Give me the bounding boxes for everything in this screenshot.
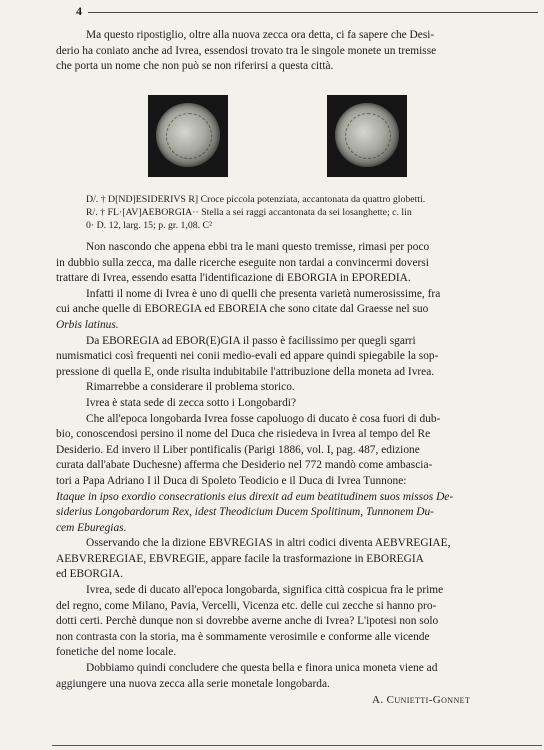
text-line: Orbis latinus. (56, 318, 119, 331)
page-number: 4 (76, 4, 82, 18)
text-line: derio ha coniato anche ad Ivrea, essendosi trovato tra le singole monete un tremisse (56, 44, 437, 57)
text-line: fonetiche del nome locale. (56, 646, 177, 659)
author-signature: A. Cunietti-Gonnet (372, 694, 471, 706)
text-line: Ivrea è stata sede di zecca sotto i Longobardi? (86, 396, 296, 409)
caption-line: D/. † D[ND]ESIDERIVS R] Croce piccola potenziata, accantonata da quattro globetti. (86, 194, 426, 205)
text-line: cem Eburegias. (56, 521, 127, 534)
text-line: del regno, come Milano, Pavia, Vercelli, Vicenza etc. delle cui zecche si hanno pro- (56, 599, 437, 612)
text-line: ed EBORGIA. (56, 568, 124, 581)
caption-line: 0· D. 12, larg. 15; p. gr. 1,08. C² (86, 220, 213, 231)
text-line: dotti certi. Perchè dunque non si dovrebbe averne anche di Ivrea? L'ipotesi non solo (56, 615, 439, 628)
text-line: Infatti il nome di Ivrea è uno di quelli che presenta varietà numerosissime, fra (86, 287, 441, 300)
text-line: Desiderio. Ed invero il Liber pontificalis (Parigi 1886, vol. I, pag. 487, edizione (56, 443, 420, 456)
caption-line: R/. † FL·[AV]AEBORGIA·· Stella a sei raggi accantonata da sei losanghette; c. lin (86, 207, 412, 218)
text-line: pressione di quella E, onde risulta indubitabile l'attribuzione della moneta ad Ivrea. (56, 365, 435, 378)
footer-rule (52, 745, 542, 746)
text-line: Ivrea, sede di ducato all'epoca longobarda, significa città cospicua fra le prime (86, 584, 444, 597)
coin-reverse-image (327, 95, 407, 177)
text-line: Ma questo ripostiglio, oltre alla nuova zecca ora detta, ci fa sapere che Desi- (86, 29, 435, 41)
text-line: cui anche quelle di EBOREGIA ed EBOREIA che sono citate dal Graesse nel suo (56, 303, 429, 316)
text-line: Non nascondo che appena ebbi tra le mani questo tremisse, rimasi per poco (86, 241, 430, 253)
text-line: che porta un nome che non può se non riferirsi a questa città. (56, 60, 334, 73)
text-line: Itaque in ipso exordio consecrationis eius direxit ad eum beatitudinem suos missos De- (56, 490, 454, 503)
text-line: trattare di Ivrea, essendo esatta l'identificazione di EBORGIA in EPOREDIA. (56, 272, 411, 285)
coin-caption (86, 193, 486, 232)
coin-figures (0, 95, 544, 181)
text-line: siderius Longobardorum Rex, idest Theodicium Ducem Spolitinum, Tunnonem Du- (56, 506, 434, 519)
header-rule (88, 12, 538, 13)
text-line: tori a Papa Adriano I il Duca di Spoleto Teodicio e il Duca di Ivrea Tunnone: (56, 474, 407, 487)
text-line: Osservando che la dizione EBVREGIAS in altri codici diventa AEBVREGIAE, (86, 537, 451, 550)
coin-obverse-image (148, 95, 228, 177)
text-line: aggiungere una nuova zecca alla serie monetale longobarda. (56, 677, 330, 690)
text-line: Rimarrebbe a considerare il problema storico. (86, 381, 295, 394)
text-line: Dobbiamo quindi concludere che questa bella e finora unica moneta viene ad (86, 662, 438, 675)
body-text (56, 240, 488, 692)
text-line: in dubbio sulla zecca, ma dalle ricerche eseguite non tardai a convincermi doversi (56, 256, 429, 269)
text-line: Che all'epoca longobarda Ivrea fosse capoluogo di ducato è cosa fuori di dub- (86, 412, 441, 425)
intro-paragraph (56, 28, 488, 75)
text-line: numismatici così frequenti nei conii medio-evali ed appare quindi spiegabile la sop- (56, 350, 439, 363)
text-line: curata dall'abate Duchesne) afferma che Desiderio nel 772 mandò come ambascia- (56, 459, 433, 472)
text-line: AEBVREREGIAE, EBVREGIE, appare facile la trasformazione in EBOREGIA (56, 552, 424, 565)
text-line: Da EBOREGIA ad EBOR(E)GIA il passo è facilissimo per quegli sgarri (86, 334, 416, 347)
text-line: bio, conoscendosi persino il nome del Duca che risiedeva in Ivrea al tempo del Re (56, 428, 431, 441)
text-line: non contrasta con la storia, ma è sommamente verosimile e conforme alle vicende (56, 630, 430, 643)
